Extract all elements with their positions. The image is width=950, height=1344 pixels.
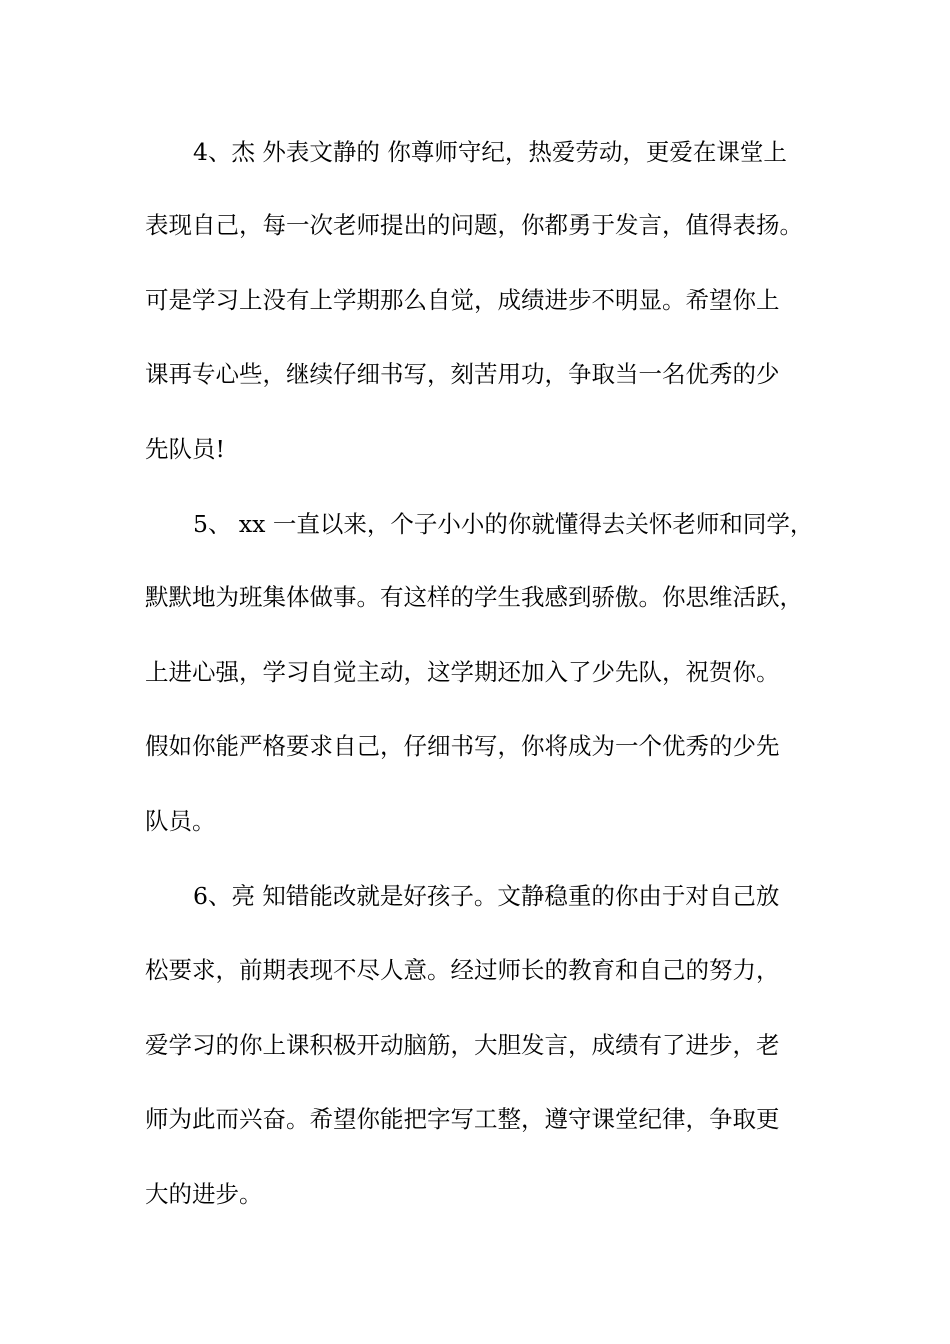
- paragraph-1-line-5: 先队员!: [145, 435, 225, 463]
- paragraph-2-line-1: 5、 xx 一直以来，个子小小的你就懂得去关怀老师和同学，: [193, 510, 814, 538]
- paragraph-3-line-3: 爱学习的你上课积极开动脑筋，大胆发言，成绩有了进步，老: [145, 1031, 780, 1059]
- paragraph-2-line-4: 假如你能严格要求自己，仔细书写，你将成为一个优秀的少先: [145, 732, 780, 760]
- paragraph-1-line-4: 课再专心些，继续仔细书写，刻苦用功，争取当一名优秀的少: [145, 360, 780, 388]
- paragraph-2-line-2: 默默地为班集体做事。有这样的学生我感到骄傲。你思维活跃，: [145, 583, 803, 611]
- paragraph-2-line-5: 队员。: [145, 807, 216, 835]
- paragraph-3-line-2: 松要求，前期表现不尽人意。经过师长的教育和自己的努力，: [145, 956, 780, 984]
- paragraph-2-line-3: 上进心强，学习自觉主动，这学期还加入了少先队，祝贺你。: [145, 658, 780, 686]
- paragraph-3-line-4: 师为此而兴奋。希望你能把字写工整，遵守课堂纪律，争取更: [145, 1105, 780, 1133]
- paragraph-3-line-1: 6、亮 知错能改就是好孩子。文静稳重的你由于对自己放: [193, 882, 780, 910]
- paragraph-3-line-5: 大的进步。: [145, 1180, 263, 1208]
- paragraph-1-line-3: 可是学习上没有上学期那么自觉，成绩进步不明显。希望你上: [145, 286, 780, 314]
- paragraph-1-line-1: 4、杰 外表文静的 你尊师守纪，热爱劳动，更爱在课堂上: [193, 138, 787, 166]
- paragraph-1-line-2: 表现自己，每一次老师提出的问题，你都勇于发言，值得表扬。: [145, 211, 803, 239]
